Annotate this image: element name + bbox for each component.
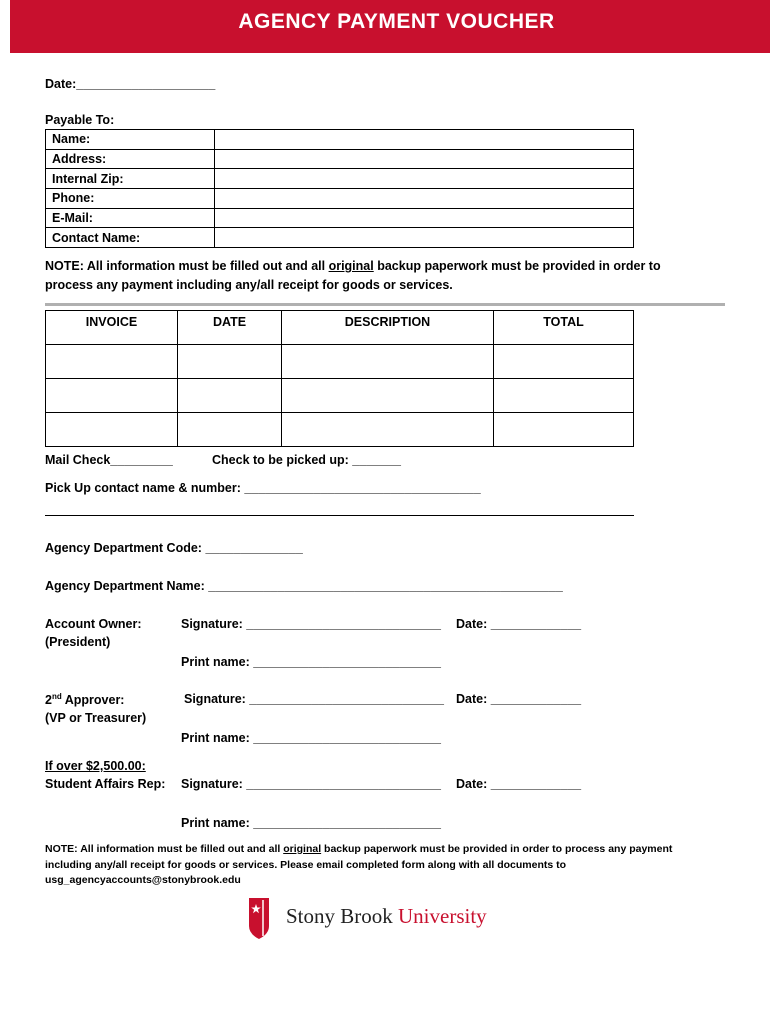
note-emphasis: original: [283, 843, 322, 855]
payable-label: Phone:: [46, 189, 215, 209]
payable-value[interactable]: [215, 169, 634, 189]
table-cell[interactable]: [282, 345, 494, 379]
payable-heading: Payable To:: [45, 113, 115, 127]
logo-text-accent: University: [398, 904, 487, 928]
date-field[interactable]: Date:____________________: [45, 77, 216, 91]
payable-value[interactable]: [215, 189, 634, 209]
logo-text-main: Stony Brook: [286, 904, 399, 928]
approver-sublabel: (VP or Treasurer): [45, 711, 147, 725]
account-owner-sublabel: (President): [45, 635, 111, 649]
invoice-table: [45, 310, 634, 447]
payable-label: Name:: [46, 130, 215, 150]
approver-text: Approver:: [61, 693, 125, 708]
col-header-date: DATE: [178, 311, 282, 345]
table-cell[interactable]: [494, 379, 634, 413]
payable-row-name: [46, 130, 634, 150]
note-text: backup paperwork must be provided in order to: [373, 259, 661, 273]
payable-value[interactable]: [215, 208, 634, 228]
dept-code-field[interactable]: Agency Department Code: ______________: [45, 541, 303, 555]
approver-signature[interactable]: Signature: ____________________________: [184, 692, 444, 706]
approver-label: [45, 692, 124, 707]
account-owner-print[interactable]: Print name: ___________________________: [181, 655, 441, 669]
table-cell[interactable]: [282, 413, 494, 447]
table-cell[interactable]: [494, 345, 634, 379]
pickup-contact-field[interactable]: Pick Up contact name & number: __________________________________: [45, 481, 481, 495]
table-cell[interactable]: [178, 379, 282, 413]
blank-line[interactable]: [45, 515, 634, 516]
note-emphasis: original: [328, 259, 374, 273]
account-owner-signature[interactable]: Signature: ____________________________: [181, 617, 441, 631]
shield-star-icon: [248, 896, 270, 940]
note-text: backup paperwork must be provided in order to process any payment: [321, 843, 673, 855]
table-row: [46, 413, 634, 447]
header-banner: [10, 0, 770, 53]
approver-date[interactable]: Date: _____________: [456, 692, 582, 706]
payable-row-address: [46, 149, 634, 169]
payable-label: Internal Zip:: [46, 169, 215, 189]
payable-row-phone: [46, 189, 634, 209]
note-top: [45, 257, 661, 295]
table-cell[interactable]: [494, 413, 634, 447]
col-header-invoice: INVOICE: [46, 311, 178, 345]
payable-value[interactable]: [215, 228, 634, 248]
payable-row-zip: [46, 169, 634, 189]
student-affairs-signature[interactable]: Signature: ____________________________: [181, 777, 441, 791]
payable-value[interactable]: [215, 149, 634, 169]
payable-row-contact: [46, 228, 634, 248]
payable-table: [45, 129, 634, 248]
note-bottom: [45, 842, 725, 889]
university-logo: [248, 896, 488, 942]
payable-label: Address:: [46, 149, 215, 169]
note-text: including any/all receipt for goods or services. Please email completed form along with all documents to: [45, 858, 567, 871]
dept-name-field[interactable]: Agency Department Name: ___________________________________________________: [45, 579, 563, 593]
table-cell[interactable]: [282, 379, 494, 413]
student-affairs-label: Student Affairs Rep:: [45, 777, 166, 791]
account-owner-date[interactable]: Date: _____________: [456, 617, 582, 631]
col-header-total: TOTAL: [494, 311, 634, 345]
section-divider: [45, 303, 725, 306]
table-cell[interactable]: [46, 379, 178, 413]
threshold-text: If over $2,500.00:: [45, 759, 146, 773]
table-cell[interactable]: [178, 413, 282, 447]
payable-row-email: [46, 208, 634, 228]
table-row: [46, 379, 634, 413]
account-owner-label: Account Owner:: [45, 617, 142, 631]
col-header-description: DESCRIPTION: [282, 311, 494, 345]
student-affairs-date[interactable]: Date: _____________: [456, 777, 582, 791]
payable-value[interactable]: [215, 130, 634, 150]
table-cell[interactable]: [46, 345, 178, 379]
table-row: [46, 345, 634, 379]
payable-label: E-Mail:: [46, 208, 215, 228]
approver-num: 2: [45, 693, 52, 708]
note-text: NOTE: All information must be filled out and all: [45, 259, 329, 273]
pickup-check-field[interactable]: Check to be picked up: _______: [212, 453, 401, 467]
approver-print[interactable]: Print name: ___________________________: [181, 731, 441, 745]
payable-label: Contact Name:: [46, 228, 215, 248]
note-text: NOTE: All information must be filled out and all: [45, 843, 284, 855]
logo-wordmark: [286, 904, 487, 929]
note-text: process any payment including any/all receipt for goods or services.: [45, 278, 453, 292]
student-affairs-print[interactable]: Print name: ___________________________: [181, 816, 441, 830]
table-cell[interactable]: [46, 413, 178, 447]
table-cell[interactable]: [178, 345, 282, 379]
threshold-label: [45, 759, 146, 773]
invoice-header-row: [46, 311, 634, 345]
contact-email: usg_agencyaccounts@stonybrook.edu: [45, 874, 241, 886]
mail-check-field[interactable]: Mail Check_________: [45, 453, 173, 467]
approver-sup: nd: [51, 692, 62, 701]
page-title: AGENCY PAYMENT VOUCHER: [238, 10, 555, 33]
